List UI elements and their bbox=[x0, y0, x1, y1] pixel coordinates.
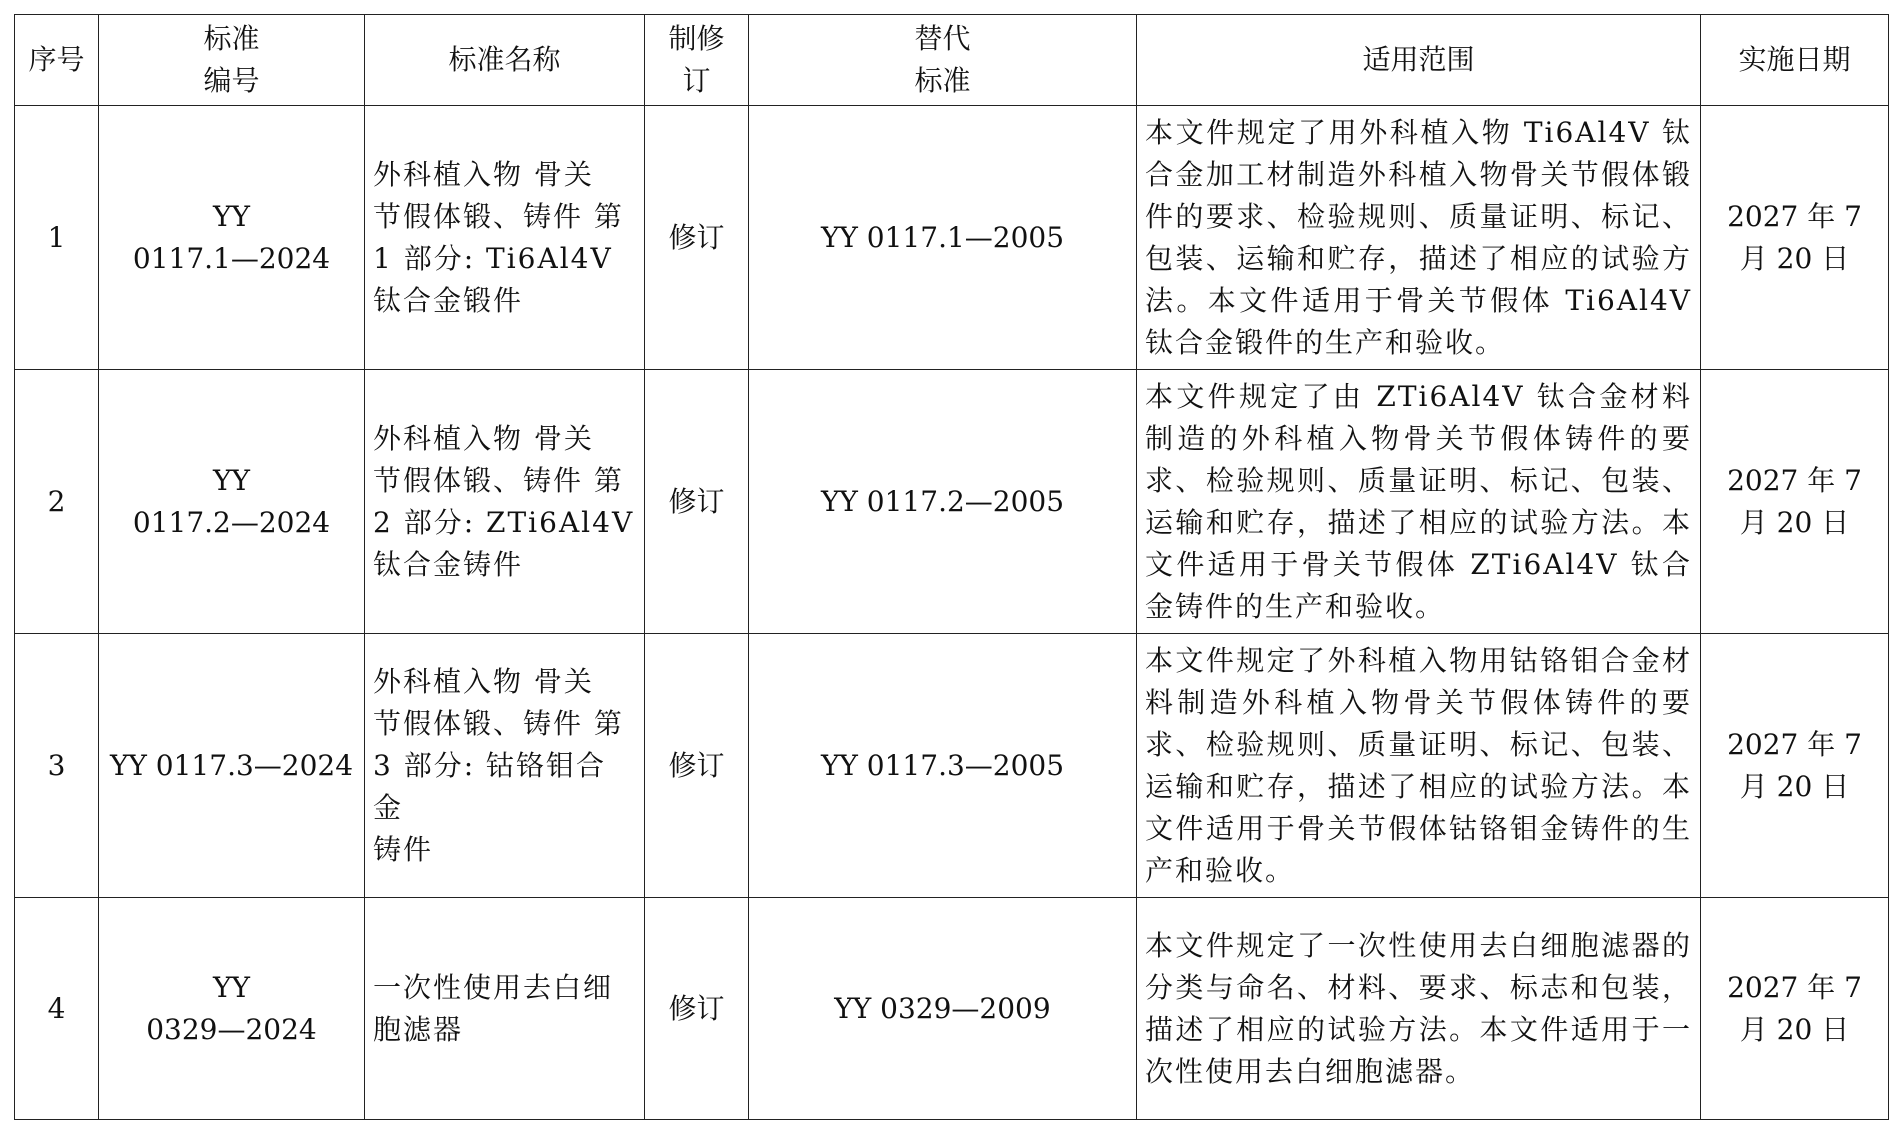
cell-std-no: YY 0329—2024 bbox=[99, 898, 365, 1120]
cell-type: 修订 bbox=[645, 106, 749, 370]
table-row bbox=[15, 898, 1889, 1120]
cell-date: 2027 年 7 月 20 日 bbox=[1701, 634, 1889, 898]
cell-scope: 本文件规定了外科植入物用钴铬钼合金材料制造外科植入物骨关节假体铸件的要求、检验规则、质量证明、标记、包装、运输和贮存，描述了相应的试验方法。本文件适用于骨关节假体钴铬钼金铸件的生产和验收。 bbox=[1137, 634, 1701, 898]
cell-std-no: YY 0117.1—2024 bbox=[99, 106, 365, 370]
cell-std-name: 外科植入物 骨关 节假体锻、铸件 第 2 部分: ZTi6Al4V 钛合金铸件 bbox=[365, 370, 645, 634]
cell-type: 修订 bbox=[645, 634, 749, 898]
header-row bbox=[15, 15, 1889, 106]
table-row bbox=[15, 106, 1889, 370]
cell-std-name: 外科植入物 骨关 节假体锻、铸件 第 3 部分: 钴铬钼合金 铸件 bbox=[365, 634, 645, 898]
cell-date: 2027 年 7 月 20 日 bbox=[1701, 106, 1889, 370]
cell-std-no: YY 0117.2—2024 bbox=[99, 370, 365, 634]
header-scope: 适用范围 bbox=[1137, 15, 1701, 106]
cell-seq: 3 bbox=[15, 634, 99, 898]
cell-scope: 本文件规定了一次性使用去白细胞滤器的分类与命名、材料、要求、标志和包装，描述了相应的试验方法。本文件适用于一次性使用去白细胞滤器。 bbox=[1137, 898, 1701, 1120]
standards-table bbox=[14, 14, 1889, 1120]
header-replaces: 替代 标准 bbox=[749, 15, 1137, 106]
header-seq: 序号 bbox=[15, 15, 99, 106]
header-std-name: 标准名称 bbox=[365, 15, 645, 106]
cell-std-no: YY 0117.3—2024 bbox=[99, 634, 365, 898]
cell-seq: 4 bbox=[15, 898, 99, 1120]
cell-type: 修订 bbox=[645, 898, 749, 1120]
cell-replaces: YY 0117.3—2005 bbox=[749, 634, 1137, 898]
cell-std-name: 一次性使用去白细 胞滤器 bbox=[365, 898, 645, 1120]
cell-type: 修订 bbox=[645, 370, 749, 634]
cell-scope: 本文件规定了由 ZTi6Al4V 钛合金材料制造的外科植入物骨关节假体铸件的要求、检验规则、质量证明、标记、包装、运输和贮存，描述了相应的试验方法。本文件适用于骨关节假体 ZTi6Al4V 钛合金铸件的生产和验收。 bbox=[1137, 370, 1701, 634]
cell-replaces: YY 0117.2—2005 bbox=[749, 370, 1137, 634]
cell-std-name: 外科植入物 骨关 节假体锻、铸件 第 1 部分: Ti6Al4V 钛合金锻件 bbox=[365, 106, 645, 370]
cell-replaces: YY 0329—2009 bbox=[749, 898, 1137, 1120]
header-date: 实施日期 bbox=[1701, 15, 1889, 106]
header-std-no: 标准 编号 bbox=[99, 15, 365, 106]
cell-seq: 2 bbox=[15, 370, 99, 634]
table-row bbox=[15, 370, 1889, 634]
cell-scope: 本文件规定了用外科植入物 Ti6Al4V 钛合金加工材制造外科植入物骨关节假体锻件的要求、检验规则、质量证明、标记、包装、运输和贮存，描述了相应的试验方法。本文件适用于骨关节假体 Ti6Al4V 钛合金锻件的生产和验收。 bbox=[1137, 106, 1701, 370]
cell-replaces: YY 0117.1—2005 bbox=[749, 106, 1137, 370]
header-type: 制修 订 bbox=[645, 15, 749, 106]
cell-date: 2027 年 7 月 20 日 bbox=[1701, 370, 1889, 634]
table-row bbox=[15, 634, 1889, 898]
cell-seq: 1 bbox=[15, 106, 99, 370]
cell-date: 2027 年 7 月 20 日 bbox=[1701, 898, 1889, 1120]
